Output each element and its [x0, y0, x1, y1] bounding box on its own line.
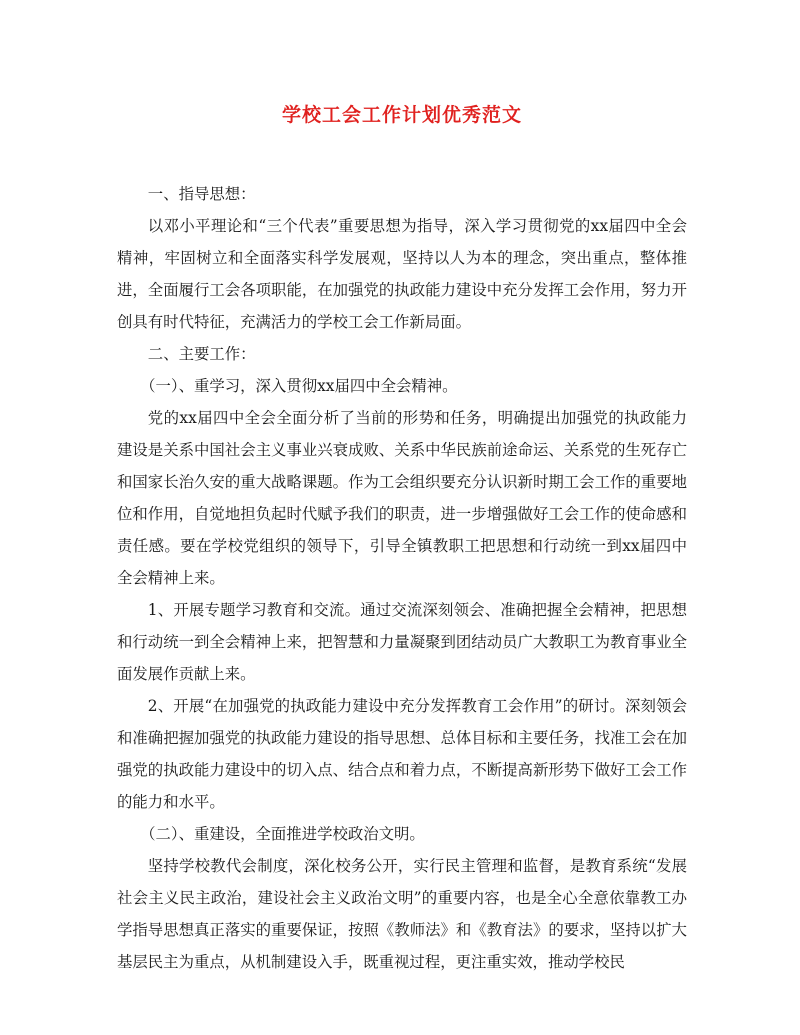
body-paragraph: 坚持学校教代会制度，深化校务公开，实行民主管理和监督，是教育系统“发展社会主义民主政治，建设社会主义政治文明”的重要内容，也是全心全意依靠教工办学指导思想真正落实的重要保证，按照《教师法》和《教育法》的要求，坚持以扩大基层民主为重点，从机制建设入手，既重视过程，更注重实效，推动学校民 — [117, 857, 687, 971]
list-item-paragraph: 1、开展专题学习教育和交流。通过交流深刻领会、准确把握全会精神，把思想和行动统一到全会精神上来，把智慧和力量凝聚到团结动员广大教职工为教育事业全面发展作贡献上来。 — [117, 601, 687, 683]
subsection-heading-study: （一）、重学习，深入贯彻xx届四中全会精神。 — [140, 377, 458, 395]
list-item-paragraph: 2、开展“在加强党的执政能力建设中充分发挥教育工会作用”的研讨。深刻领会和准确把握加强党的执政能力建设的指导思想、总体目标和主要任务，找准工会在加强党的执政能力建设中的切入点、结合点和着力点，不断提高新形势下做好工会工作的能力和水平。 — [117, 697, 687, 811]
body-paragraph: 以邓小平理论和“三个代表”重要思想为指导，深入学习贯彻党的xx届四中全会精神，牢固树立和全面落实科学发展观，坚持以人为本的理念，突出重点，整体推进，全面履行工会各项职能，在加强党的执政能力建设中充分发挥工会作用，努力开创具有时代特征，充满活力的学校工会工作新局面。 — [117, 217, 687, 331]
section-heading-main-work: 二、主要工作： — [147, 345, 256, 363]
document-title: 学校工会工作计划优秀范文 — [281, 104, 522, 126]
document-page — [117, 100, 687, 978]
subsection-heading-construction: （二）、重建设，全面推进学校政治文明。 — [140, 825, 425, 843]
document-body — [117, 178, 687, 978]
body-paragraph: 党的xx届四中全会全面分析了当前的形势和任务，明确提出加强党的执政能力建设是关系中国社会主义事业兴衰成败、关系中华民族前途命运、关系党的生死存亡和国家长治久安的重大战略课题。作为工会组织要充分认识新时期工会工作的重要地位和作用，自觉地担负起时代赋予我们的职责，进一步增强做好工会工作的使命感和责任感。要在学校党组织的领导下，引导全镇教职工把思想和行动统一到xx届四中全会精神上来。 — [117, 409, 687, 587]
section-heading-guiding-ideology: 一、指导思想： — [147, 185, 256, 203]
